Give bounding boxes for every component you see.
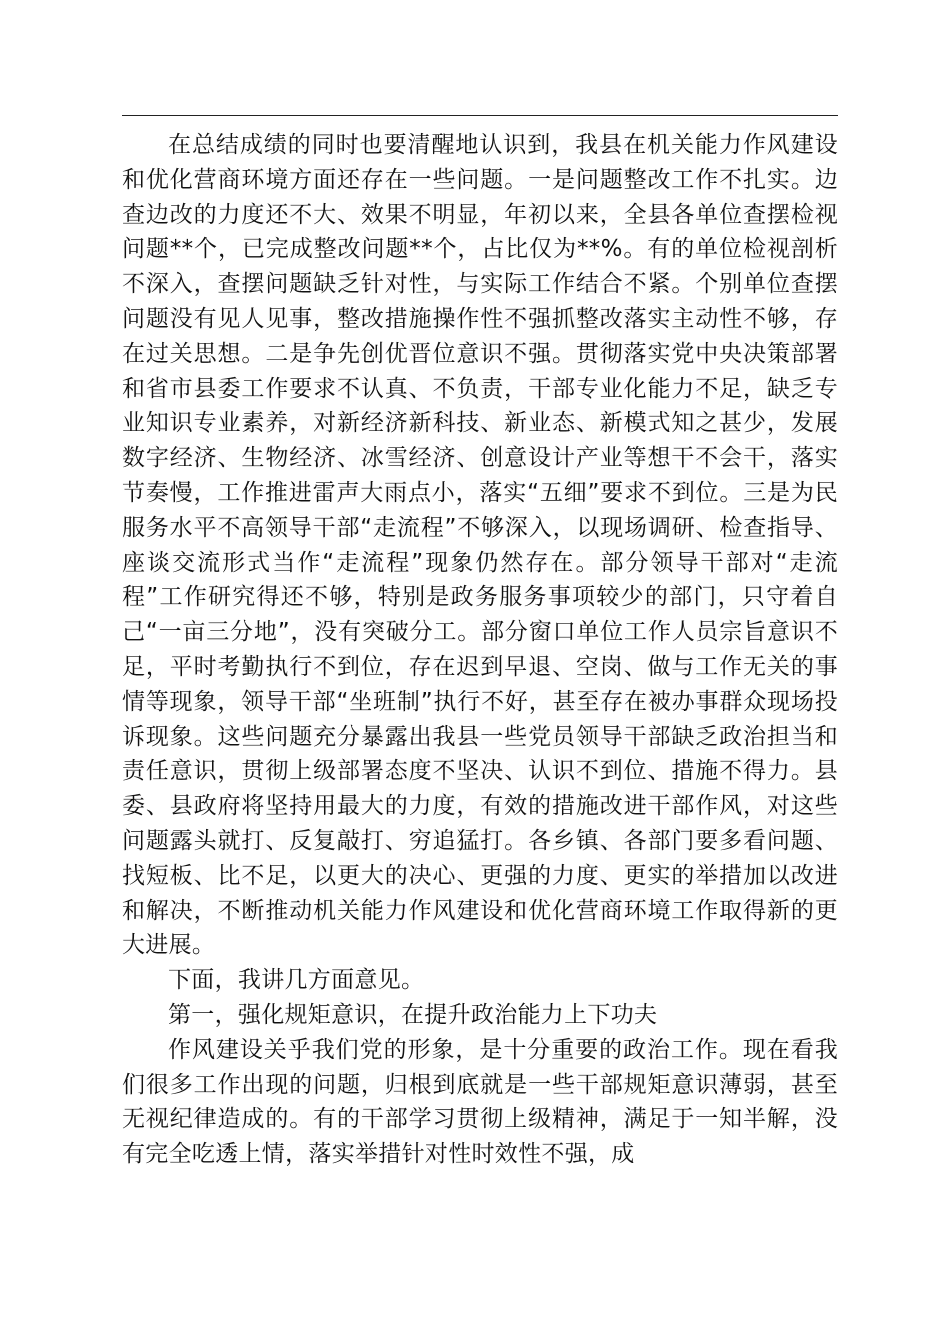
- document-body: [122, 128, 838, 1172]
- paragraph-intro-opinions: 下面，我讲几方面意见。: [168, 967, 425, 994]
- paragraph-problems: 在总结成绩的同时也要清醒地认识到，我县在机关能力作风建设和优化营商环境方面还存在一些问题。一是问题整改工作不扎实。边查边改的力度还不大、效果不明显，年初以来，全县各单位查摆检视问题**个，已完成整改问题**个，占比仅为**%。有的单位检视剖析不深入，查摆问题缺乏针对性，与实际工作结合不紧。个别单位查摆问题没有见人见事，整改措施操作性不强抓整改落实主动性不够，存在过关思想。二是争先创优晋位意识不强。贯彻落实党中央决策部署和省市县委工作要求不认真、不负责，干部专业化能力不足，缺乏专业知识专业素养，对新经济新科技、新业态、新模式知之甚少，发展数字经济、生物经济、冰雪经济、创意设计产业等想干不会干，落实节奏慢，工作推进雷声大雨点小，落实“五细”要求不到位。三是为民服务水平不高领导干部“走流程”不够深入，以现场调研、检查指导、座谈交流形式当作“走流程”现象仍然存在。部分领导干部对“走流程”工作研究得还不够，特别是政务服务事项较少的部门，只守着自己“一亩三分地”，没有突破分工。部分窗口单位工作人员宗旨意识不足，平时考勤执行不到位，存在迟到早退、空岗、做与工作无关的事情等现象，领导干部“坐班制”执行不好，甚至存在被办事群众现场投诉现象。这些问题充分暴露出我县一些党员领导干部缺乏政治担当和责任意识，贯彻上级部署态度不坚决、认识不到位、措施不得力。县委、县政府将坚持用最大的力度，有效的措施改进干部作风，对这些问题露头就打、反复敲打、穷追猛打。各乡镇、各部门要多看问题、找短板、比不足，以更大的决心、更强的力度、更实的举措加以改进和解决，不断推动机关能力作风建设和优化营商环境工作取得新的更大进展。: [122, 132, 838, 959]
- paragraph-work-style: 作风建设关乎我们党的形象，是十分重要的政治工作。现在看我们很多工作出现的问题，归根到底就是一些干部规矩意识薄弱，甚至无视纪律造成的。有的干部学习贯彻上级精神，满足于一知半解，没有完全吃透上情，落实举措针对性时效性不强，成: [122, 1036, 838, 1168]
- section-heading-first: 第一，强化规矩意识，在提升政治能力上下功夫: [168, 1001, 658, 1028]
- header-rule: [122, 115, 838, 116]
